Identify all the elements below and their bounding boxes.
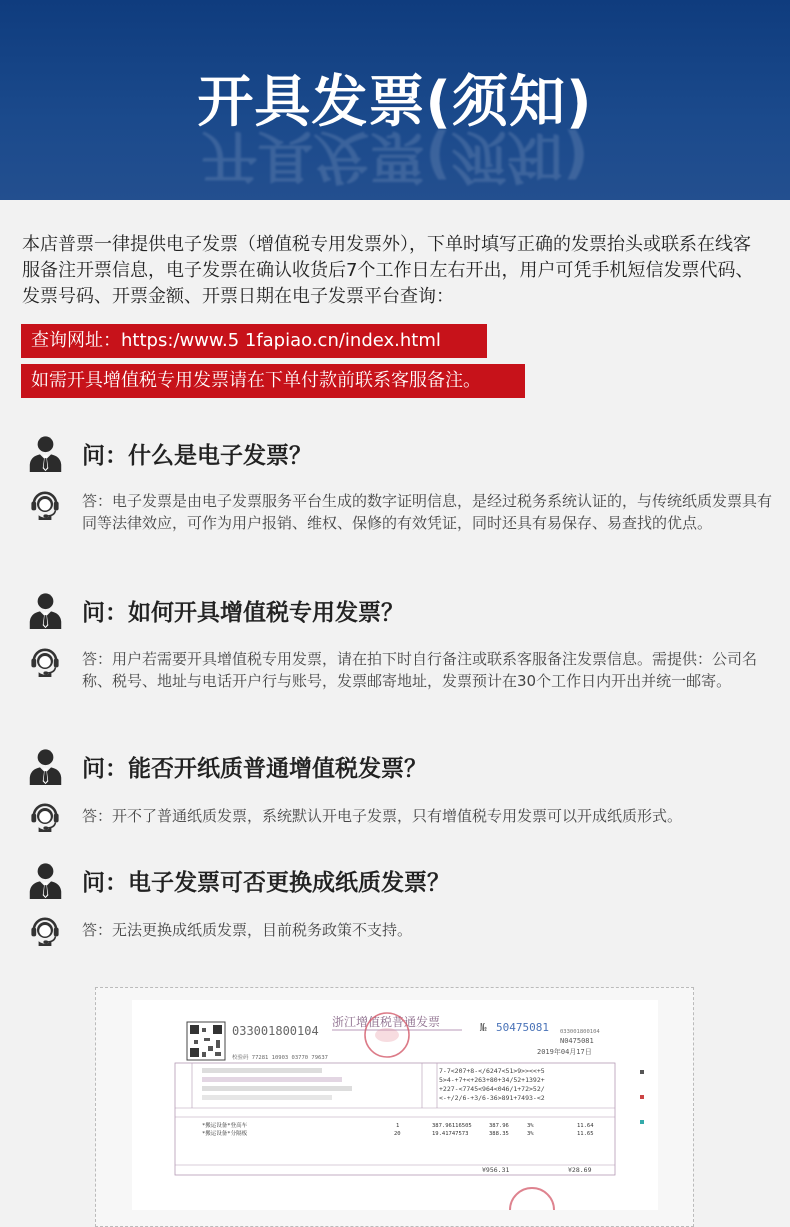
invoice-sample-image	[132, 1000, 658, 1210]
invoice-code: 033001800104	[232, 1024, 319, 1038]
vat-notice-banner: 如需开具增值税专用发票请在下单付款前联系客服备注。	[21, 364, 525, 398]
invoice-cipher-line: +227-<7745<964<046/1+72>52/	[439, 1085, 545, 1093]
invoice-item-price: 387.96116505	[432, 1123, 472, 1129]
invoice-small-number: N0475081	[560, 1037, 594, 1045]
headset-agent-icon	[29, 800, 61, 832]
invoice-number: 50475081	[496, 1021, 549, 1034]
query-url-banner[interactable]: 查询网址：https:/www.5 1fapiao.cn/index.html	[21, 324, 487, 358]
qr-code	[187, 1022, 225, 1060]
invoice-item-rate: 3%	[527, 1131, 534, 1137]
invoice-item-amount: 387.96	[489, 1123, 509, 1129]
invoice-title: 浙江增值税普通发票	[332, 1015, 441, 1029]
invoice-number-label: №	[480, 1021, 487, 1034]
invoice-item-qty: 1	[396, 1123, 400, 1129]
headset-agent-icon	[29, 488, 61, 520]
faq-question: 问：什么是电子发票？	[82, 443, 312, 469]
person-tie-icon	[27, 748, 64, 785]
invoice-small-code: 033001800104	[560, 1029, 600, 1035]
faq-answer: 答：用户若需要开具增值税专用发票，请在拍下时自行备注或联系客服备注发票信息。需提供：公司名称、税号、地址与电话开户行与账号，发票邮寄地址，发票预计在30个工作日内开出并统一邮寄。	[82, 650, 758, 690]
invoice-item-tax: 11.64	[577, 1123, 594, 1129]
invoice-item-name: *搬运设备*分隔板	[202, 1131, 248, 1137]
invoice-verify-code: 校验码 77281 10903 03770 79637	[232, 1055, 328, 1061]
faq-question: 问：电子发票可否更换成纸质发票？	[82, 870, 450, 896]
headset-agent-icon	[29, 645, 61, 677]
intro-paragraph: 本店普票一律提供电子发票（增值税专用发票外），下单时填写正确的发票抬头或联系在线客服备注开票信息，电子发票在确认收货后7个工作日左右开出，用户可凭手机短信发票代码、发票号码、开票金额、开票日期在电子发票平台查询：	[22, 234, 754, 307]
page-title: 开具发票(须知)	[197, 70, 593, 135]
headset-agent-icon	[29, 914, 61, 946]
invoice-total-tax: ¥28.69	[568, 1166, 592, 1174]
faq-answer: 答：开不了普通纸质发票，系统默认开电子发票，只有增值税专用发票可以开成纸质形式。	[82, 807, 683, 825]
invoice-item-tax: 11.65	[577, 1131, 594, 1137]
invoice-cipher-line: 7-7<207+8-</6247<51>9>><<+5	[439, 1067, 545, 1075]
faq-answer: 答：无法更换成纸质发票，目前税务政策不支持。	[82, 921, 413, 939]
invoice-item-price: 19.41747573	[432, 1131, 469, 1137]
person-tie-icon	[27, 592, 64, 629]
invoice-cipher-line: 5>4-+7+<+263+80+34/52+1392+	[439, 1076, 545, 1084]
invoice-cipher-line: <-+/2/6-+3/6-36>891+7493-<2	[439, 1094, 545, 1102]
invoice-item-rate: 3%	[527, 1123, 534, 1129]
invoice-item-amount: 388.35	[489, 1131, 509, 1137]
header-banner	[0, 0, 790, 200]
invoice-total-amount: ¥956.31	[482, 1166, 510, 1174]
faq-question: 问：如何开具增值税专用发票？	[82, 600, 404, 626]
page-title-reflection: 开具发票(须知)	[201, 123, 589, 188]
faq-question: 问：能否开纸质普通增值税发票？	[82, 756, 427, 782]
invoice-item-qty: 20	[394, 1131, 401, 1137]
person-tie-icon	[27, 435, 64, 472]
invoice-date: 2019年04月17日	[537, 1048, 592, 1056]
faq-answer: 答：电子发票是由电子发票服务平台生成的数字证明信息，是经过税务系统认证的，与传统纸质发票具有同等法律效应，可作为用户报销、维权、保修的有效凭证，同时还具有易保存、易查找的优点。	[82, 492, 773, 532]
person-tie-icon	[27, 862, 64, 899]
invoice-item-name: *搬运设备*登高车	[202, 1123, 248, 1129]
